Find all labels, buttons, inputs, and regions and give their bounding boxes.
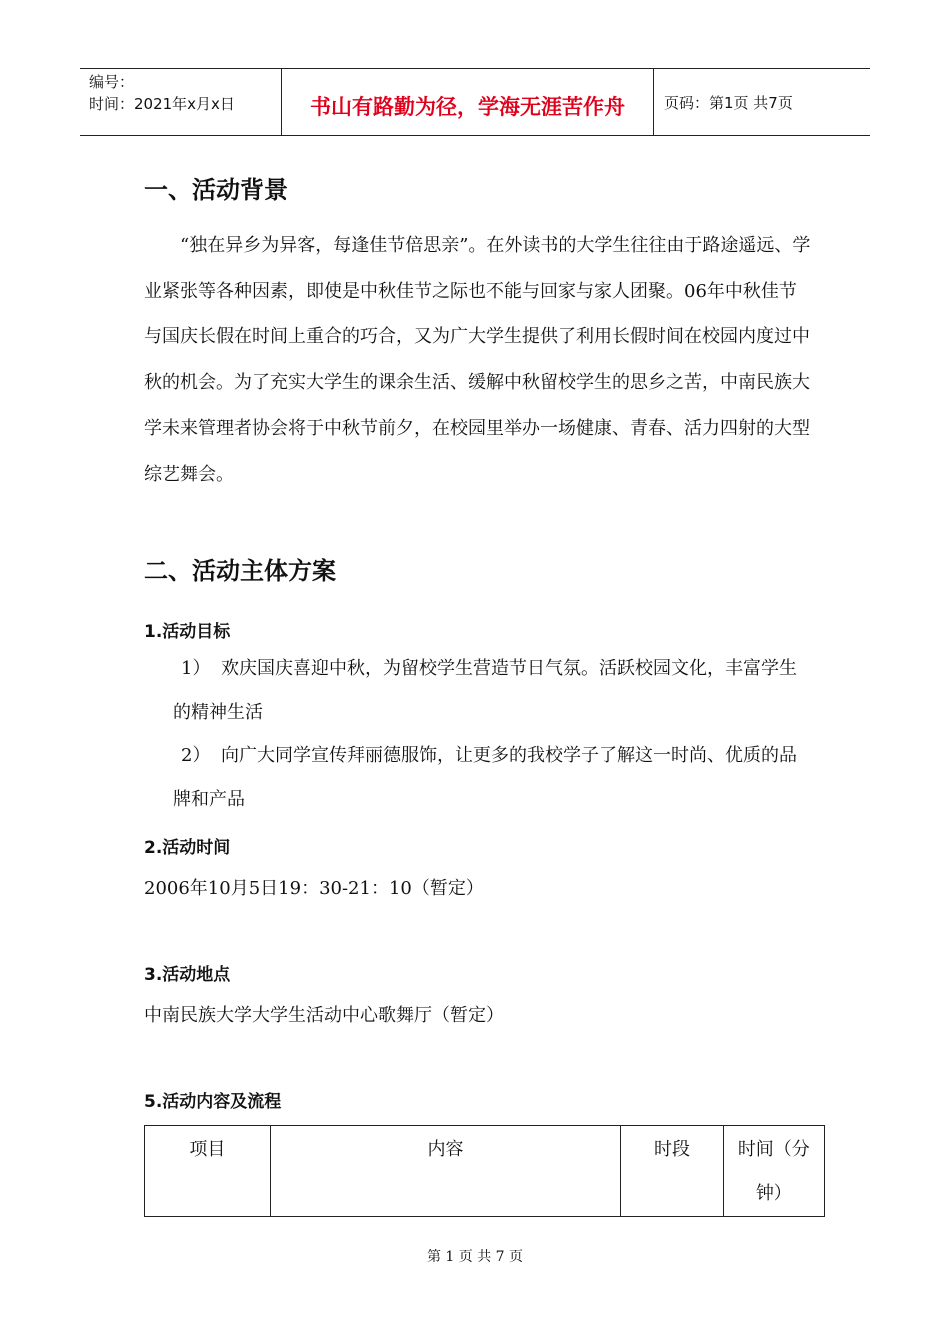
goal-item-1 <box>173 647 813 735</box>
time-heading: 2.活动时间 <box>144 838 231 858</box>
goal-number: 2） <box>181 745 211 766</box>
goal-text: 欢庆国庆喜迎中秋，为留校学生营造节日气氛。活跃校园文化，丰富学生的精神生活 <box>173 658 797 723</box>
document-number-label: 编号： <box>89 73 135 91</box>
header-meta <box>80 69 282 135</box>
place-text: 中南民族大学大学生活动中心歌舞厅（暂定） <box>144 1005 504 1026</box>
goals-heading: 1.活动目标 <box>144 622 231 642</box>
time-text: 2006年10月5日19：30-21：10（暂定） <box>144 878 484 899</box>
goal-item-2 <box>173 734 813 822</box>
document-date: 时间：2021年x月x日 <box>89 95 235 113</box>
page-header <box>80 68 870 136</box>
background-paragraph: “独在异乡为异客，每逢佳节倍思亲”。在外读书的大学生往往由于路途遥远、学业紧张等各种因素，即使是中秋佳节之际也不能与回家与家人团聚。06年中秋佳节与国庆长假在时间上重合的巧合，又为广大学生提供了利用长假时间在校园内度过中秋的机会。为了充实大学生的课余生活、缓解中秋留校学生的思乡之苦，中南民族大学未来管理者协会将于中秋节前夕，在校园里举办一场健康、青春、活力四射的大型综艺舞会。 <box>144 235 811 485</box>
table-header-row <box>145 1126 825 1217</box>
section-title-plan: 二、活动主体方案 <box>144 557 336 585</box>
page-footer: 第 1 页 共 7 页 <box>426 1249 524 1265</box>
header-motto: 书山有路勤为径，学海无涯苦作舟 <box>282 69 654 135</box>
goal-text: 向广大同学宣传拜丽德服饰，让更多的我校学子了解这一时尚、优质的品牌和产品 <box>173 745 797 810</box>
place-heading: 3.活动地点 <box>144 965 231 985</box>
table-header-duration: 时间（分钟） <box>723 1126 824 1217</box>
table-header-content: 内容 <box>270 1126 621 1217</box>
goal-number: 1） <box>181 658 211 679</box>
table-header-item: 项目 <box>145 1126 271 1217</box>
flow-heading: 5.活动内容及流程 <box>144 1092 282 1112</box>
table-header-period: 时段 <box>621 1126 723 1217</box>
header-page-info: 页码：第1页 共7页 <box>664 93 793 112</box>
activity-flow-table <box>144 1125 825 1217</box>
section-title-background: 一、活动背景 <box>144 176 288 204</box>
